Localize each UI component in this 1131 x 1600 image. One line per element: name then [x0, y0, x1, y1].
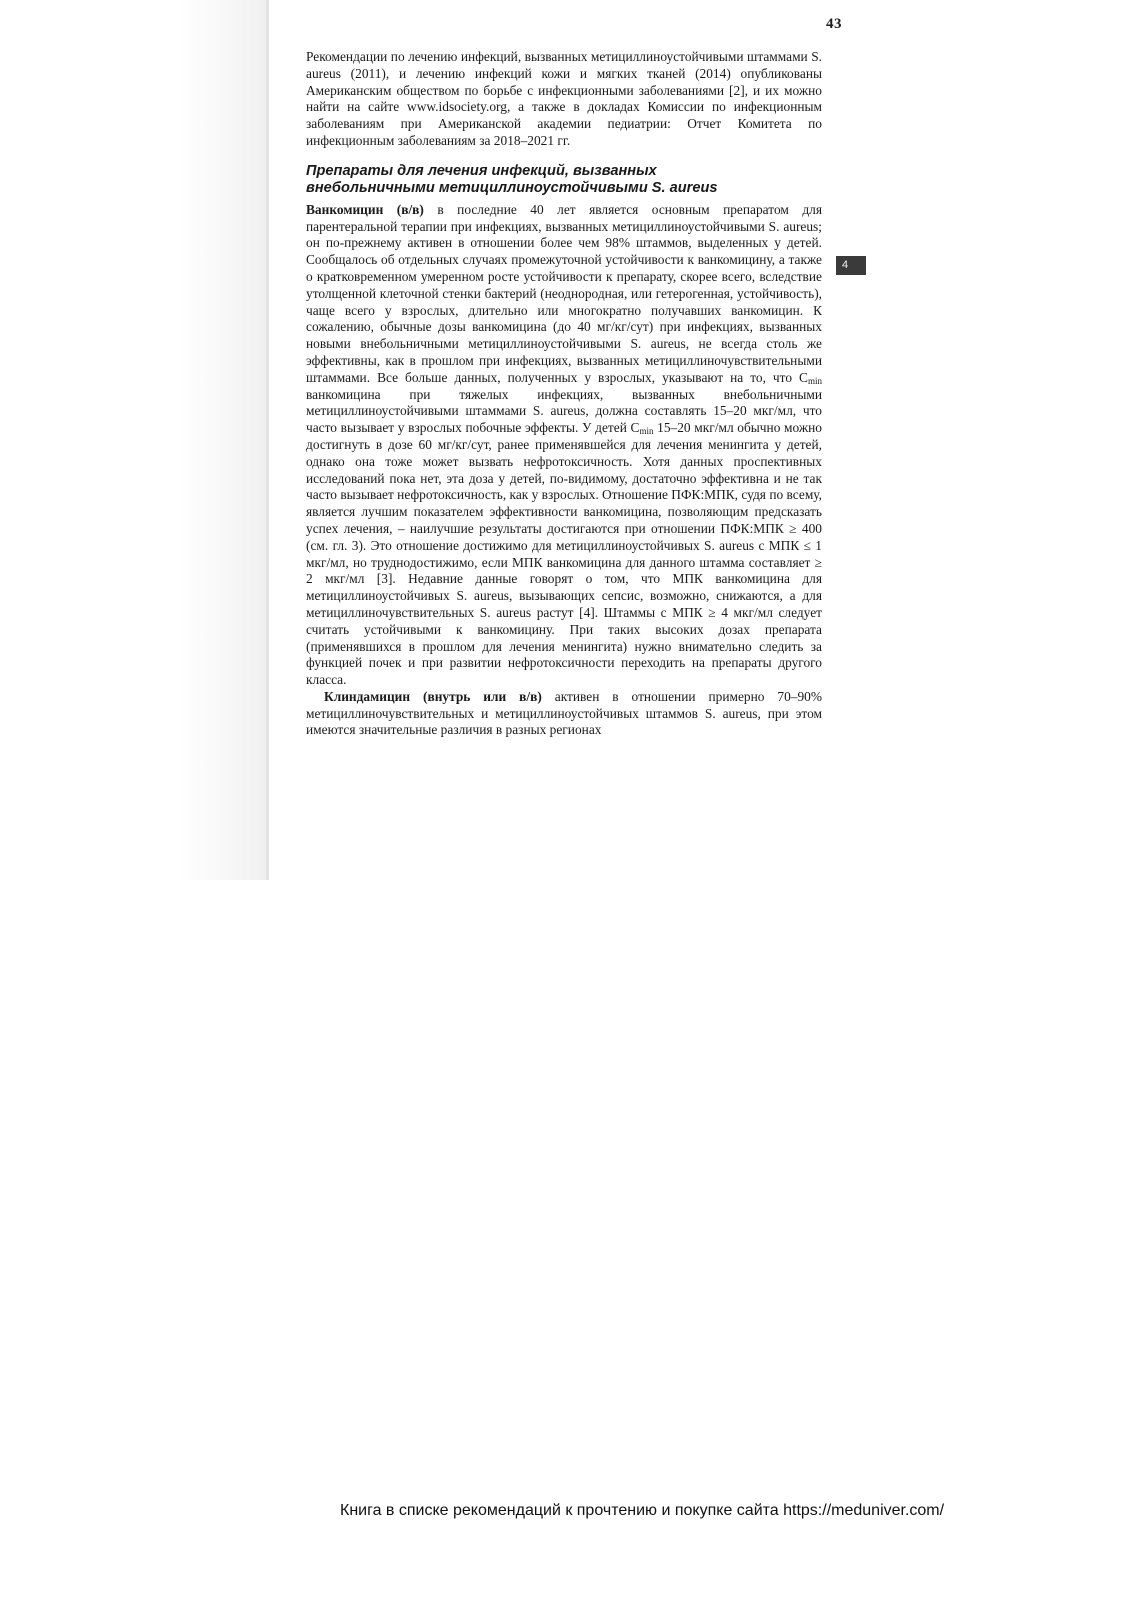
scan-page-edge — [266, 0, 269, 880]
footer-recommendation-note: Книга в списке рекомендаций к прочтению и покупке сайта https://meduniver.com/ — [340, 1502, 945, 1519]
intro-paragraph: Рекомендации по лечению инфекций, вызванных метициллиноустойчивыми штаммами S. aureus (2011), и лечению инфекций кожи и мягких тканей (2014) опубликованы Американским обществом по борьбе с инфекционными заболеваниями [2], и их можно найти на сайте www.idsociety.org, а также в докладах Комиссии по инфекционным заболеваниям при Американской академии педиатрии: Отчет Комитета по инфекционным заболеваниям за 2018–2021 гг. — [306, 49, 822, 148]
vancomycin-paragraph — [306, 202, 822, 689]
clindamycin-paragraph — [306, 689, 822, 739]
vancomycin-lead: Ванкомицин (в/в) — [306, 201, 424, 217]
cmin-subscript-2: min — [639, 426, 654, 437]
vancomycin-text-part-2: ванкомицина при тяжелых инфекциях, вызванных внебольничными метициллиноустойчивыми штаммами S. aureus, должна составлять 15–20 мкг/мл, что часто вызывает у взрослых побочные эффекты. У детей C — [306, 386, 822, 436]
section-heading-line-1: Препараты для лечения инфекций, вызванных — [306, 162, 657, 179]
cmin-subscript-1: min — [807, 375, 822, 386]
vancomycin-text-part-1: в последние 40 лет является основным препаратом для парентеральной терапии при инфекциях, вызванных метициллиноустойчивыми S. aureus; он по-прежнему активен в отношении более чем 98% штаммов, выделенных у детей. Сообщалось об отдельных случаях промежуточной устойчивости к ванкомицину, а также о кратковременном умеренном росте устойчивости к препарату, скорее всего, вследствие утолщенной клеточной стенки бактерий (неоднородная, или гетерогенная, устойчивость), чаще всего у взрослых, длительно или многократно получавших ванкомицин. К сожалению, обычные дозы ванкомицина (до 40 мг/кг/сут) при инфекциях, вызванных новыми внебольничными метициллиноустойчивыми S. aureus, не всегда столь же эффективны, как в прошлом при инфекциях, вызванных метициллиночувствительными штаммами. Все больше данных, полученных у взрослых, указывают на то, что C — [306, 201, 822, 385]
chapter-tab: 4 — [836, 256, 866, 275]
text-column — [306, 49, 822, 739]
clindamycin-text: активен в отношении примерно 70–90% метициллиночувствительных и метициллиноустойчивых штаммов S. aureus, при этом имеются значительные различия в разных регионах — [306, 688, 823, 738]
clindamycin-lead: Клиндамицин (внутрь или в/в) — [324, 688, 542, 704]
section-heading — [306, 163, 822, 198]
vancomycin-text-part-3: 15–20 мкг/мл обычно можно достигнуть в дозе 60 мг/кг/сут, ранее применявшейся для лечения менингита у детей, однако она тоже может вызвать нефротоксичность. Хотя данных проспективных исследований пока нет, эта доза у детей, по-видимому, достаточно эффективна и не так часто вызывает нефротоксичность, как у взрослых. Отношение ПФК:МПК, судя по всему, является лучшим показателем эффективности ванкомицина, позволяющим предсказать успех лечения, – наилучшие результаты достигаются при отношении ПФК:МПК ≥ 400 (см. гл. 3). Это отношение достижимо для метициллиноустойчивых S. aureus с МПК ≤ 1 мкг/мл, но труднодостижимо, если МПК ванкомицина для данного штамма составляет ≥ 2 мкг/мл [3]. Недавние данные говорят о том, что МПК ванкомицина для метициллиноустойчивых S. aureus, вызывающих сепсис, возможно, снижаются, а для метициллиночувствительных S. aureus растут [4]. Штаммы с МПК ≥ 4 мкг/мл следует считать устойчивыми к ванкомицину. При таких высоких дозах препарата (применявшихся в прошлом для лечения менингита) нужно внимательно следить за функцией почек и при развитии нефротоксичности переходить на препараты другого класса. — [306, 420, 822, 688]
section-heading-line-2: внебольничными метициллиноустойчивыми S. aureus — [306, 180, 718, 197]
page-number: 43 — [826, 16, 842, 32]
scan-shadow — [178, 0, 268, 880]
